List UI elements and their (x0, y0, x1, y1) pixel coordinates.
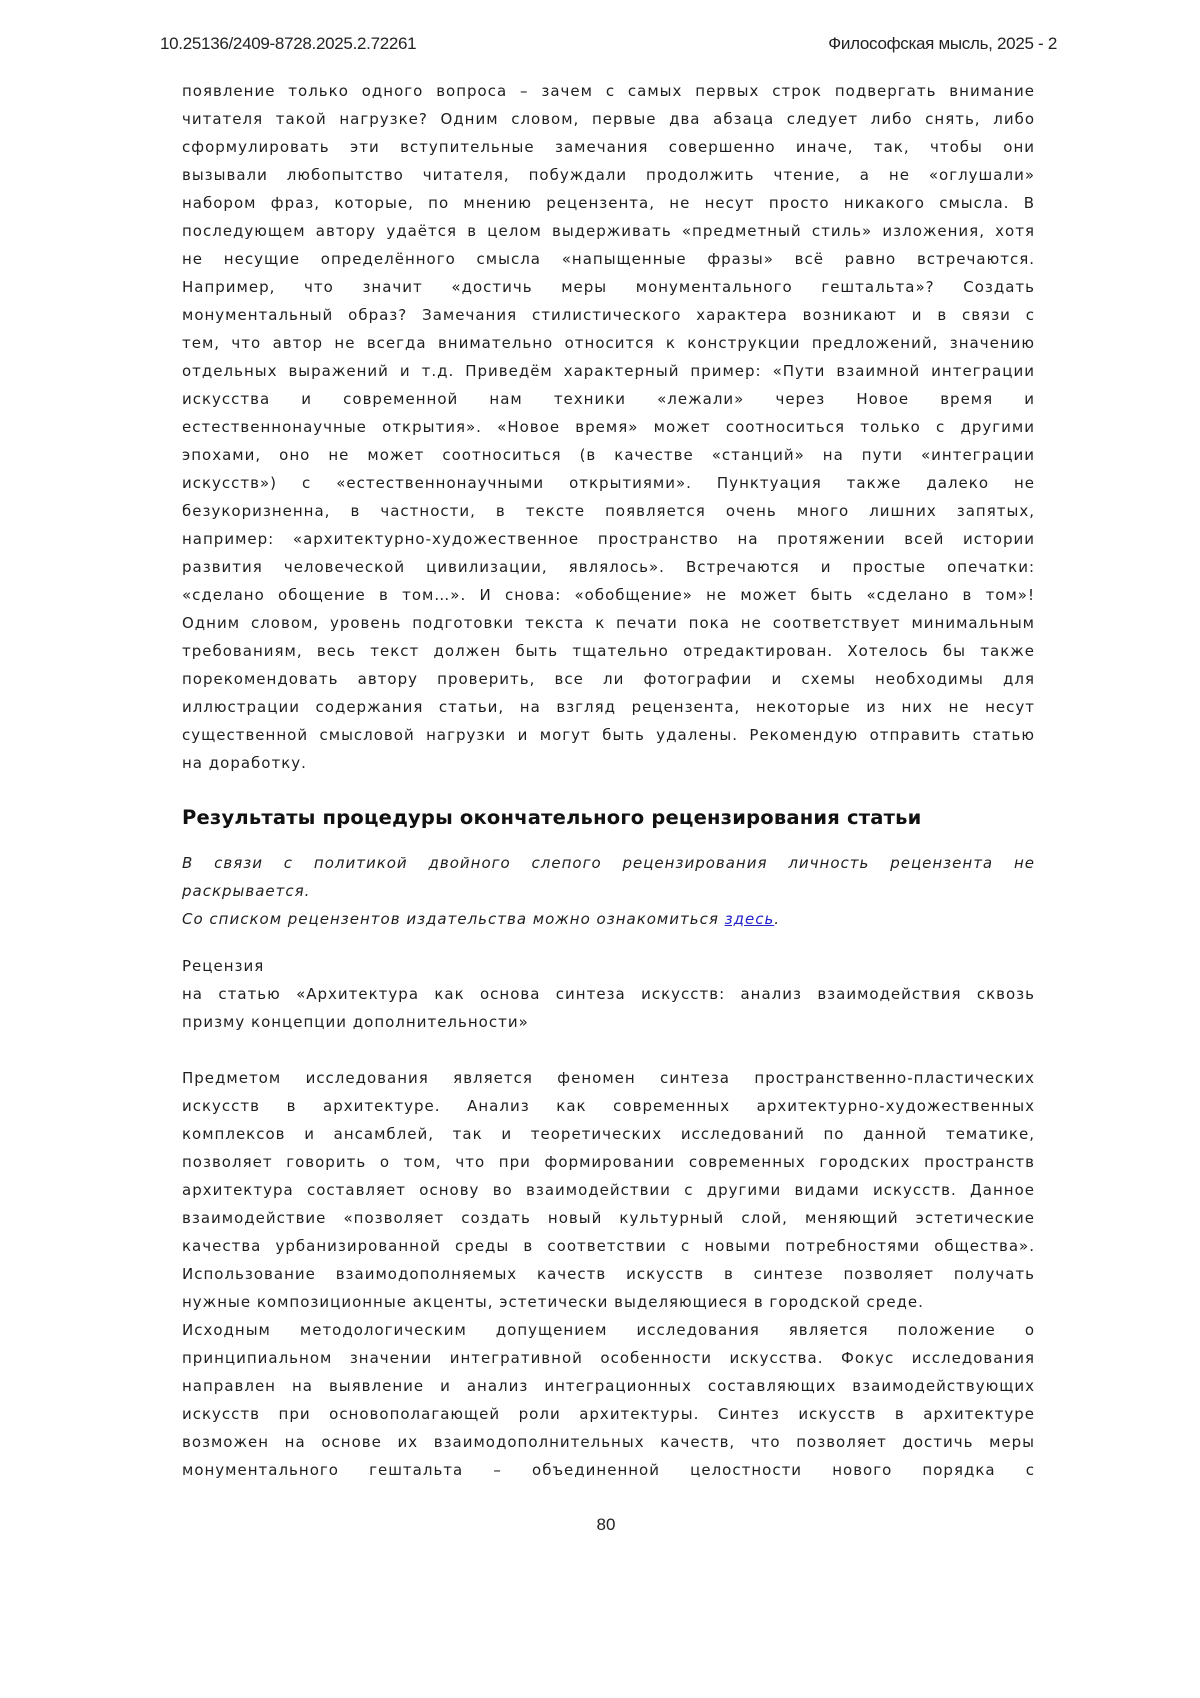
text-line: отдельных выражений и т.д. Приведём характерный пример: «Пути взаимной интеграции (182, 357, 1035, 385)
text-line: качества урбанизированной среды в соответствии с новыми потребностями общества». (182, 1232, 1035, 1260)
text-line: монументального гештальта – объединенной целостности нового порядка с (182, 1456, 1035, 1484)
text-line: безукоризненна, в частности, в тексте появляется очень много лишних запятых, (182, 497, 1035, 525)
review-body (182, 1064, 1035, 1484)
reviewers-line (182, 905, 1035, 933)
text-line: Одним словом, уровень подготовки текста к печати пока не соответствует минимальным (182, 609, 1035, 637)
text-line: не несущие определённого смысла «напыщенные фразы» всё равно встречаются. (182, 245, 1035, 273)
text-line: на статью «Архитектура как основа синтеза искусств: анализ взаимодействия сквозь (182, 980, 1035, 1008)
document-page (0, 0, 1200, 1698)
text-line: читателя такой нагрузке? Одним словом, первые два абзаца следует либо снять, либо (182, 105, 1035, 133)
text-line: архитектура составляет основу во взаимодействии с другими видами искусств. Данное (182, 1176, 1035, 1204)
text-line: порекомендовать автору проверить, все ли фотографии и схемы необходимы для (182, 665, 1035, 693)
review-header (182, 952, 1035, 1036)
text-line: требованиям, весь текст должен быть тщательно отредактирован. Хотелось бы также (182, 637, 1035, 665)
journal-title: Философская мысль, 2025 - 2 (828, 34, 1057, 54)
text-line: набором фраз, которые, по мнению рецензента, не несут просто никакого смысла. В (182, 189, 1035, 217)
text-line: на доработку. (182, 749, 1035, 777)
text-line: искусства и современной нам техники «лежали» через Новое время и (182, 385, 1035, 413)
text-line: монументальный образ? Замечания стилистического характера возникают и в связи с (182, 301, 1035, 329)
text-line: искусств при основополагающей роли архитектуры. Синтез искусств в архитектуре (182, 1400, 1035, 1428)
text-line: позволяет говорить о том, что при формировании современных городских пространств (182, 1148, 1035, 1176)
text-line: взаимодействие «позволяет создать новый культурный слой, меняющий эстетические (182, 1204, 1035, 1232)
text-line: сформулировать эти вступительные замечания совершенно иначе, так, чтобы они (182, 133, 1035, 161)
text-line: принципиальном значении интегративной особенности искусства. Фокус исследования (182, 1344, 1035, 1372)
text-line: например: «архитектурно-художественное пространство на протяжении всей истории (182, 525, 1035, 553)
text-line: последующем автору удаётся в целом выдерживать «предметный стиль» изложения, хотя (182, 217, 1035, 245)
review-heading: Рецензия (182, 952, 1035, 980)
review-continuation (182, 77, 1035, 777)
text-line: Использование взаимодополняемых качеств искусств в синтезе позволяет получать (182, 1260, 1035, 1288)
reviewers-suffix: . (774, 910, 780, 928)
text-line: искусств») с «естественнонаучными открытиями». Пунктуация также далеко не (182, 469, 1035, 497)
text-line: призму концепции дополнительности» (182, 1008, 1035, 1036)
text-line: возможен на основе их взаимодополнительных качеств, что позволяет достичь меры (182, 1428, 1035, 1456)
section-block (182, 804, 1035, 832)
text-line: комплексов и ансамблей, так и теоретических исследований по данной тематике, (182, 1120, 1035, 1148)
text-line: В связи с политикой двойного слепого рецензирования личность рецензента не (182, 849, 1035, 877)
text-line: появление только одного вопроса – зачем с самых первых строк подвергать внимание (182, 77, 1035, 105)
text-line: тем, что автор не всегда внимательно относится к конструкции предложений, значению (182, 329, 1035, 357)
text-line: «сделано обощение в том…». И снова: «обобщение» не может быть «сделано в том»! (182, 581, 1035, 609)
text-line: вызывали любопытство читателя, побуждали продолжить чтение, а не «оглушали» (182, 161, 1035, 189)
text-line: Например, что значит «достичь меры монументального гештальта»? Создать (182, 273, 1035, 301)
text-line: искусств в архитектуре. Анализ как современных архитектурно-художественных (182, 1092, 1035, 1120)
text-line: существенной смысловой нагрузки и могут быть удалены. Рекомендую отправить статью (182, 721, 1035, 749)
text-line: нужные композиционные акценты, эстетически выделяющиеся в городской среде. (182, 1288, 1035, 1316)
text-line: Исходным методологическим допущением исследования является положение о (182, 1316, 1035, 1344)
section-heading: Результаты процедуры окончательного рецензирования статьи (182, 804, 1035, 832)
text-line: развития человеческой цивилизации, являлось». Встречаются и простые опечатки: (182, 553, 1035, 581)
text-line: раскрывается. (182, 877, 1035, 905)
text-line: направлен на выявление и анализ интеграционных составляющих взаимодействующих (182, 1372, 1035, 1400)
reviewers-text: Со списком рецензентов издательства можно ознакомиться (182, 910, 725, 928)
review-notice (182, 849, 1035, 933)
text-line: Предметом исследования является феномен синтеза пространственно-пластических (182, 1064, 1035, 1092)
text-line: эпохами, оно не может соотноситься (в качестве «станций» на пути «интеграции (182, 441, 1035, 469)
doi-label: 10.25136/2409-8728.2025.2.72261 (160, 34, 416, 54)
reviewers-list-link[interactable]: здесь (725, 910, 775, 928)
text-line: иллюстрации содержания статьи, на взгляд рецензента, некоторые из них не несут (182, 693, 1035, 721)
page-number: 80 (576, 1515, 636, 1535)
text-line: естественнонаучные открытия». «Новое время» может соотноситься только с другими (182, 413, 1035, 441)
